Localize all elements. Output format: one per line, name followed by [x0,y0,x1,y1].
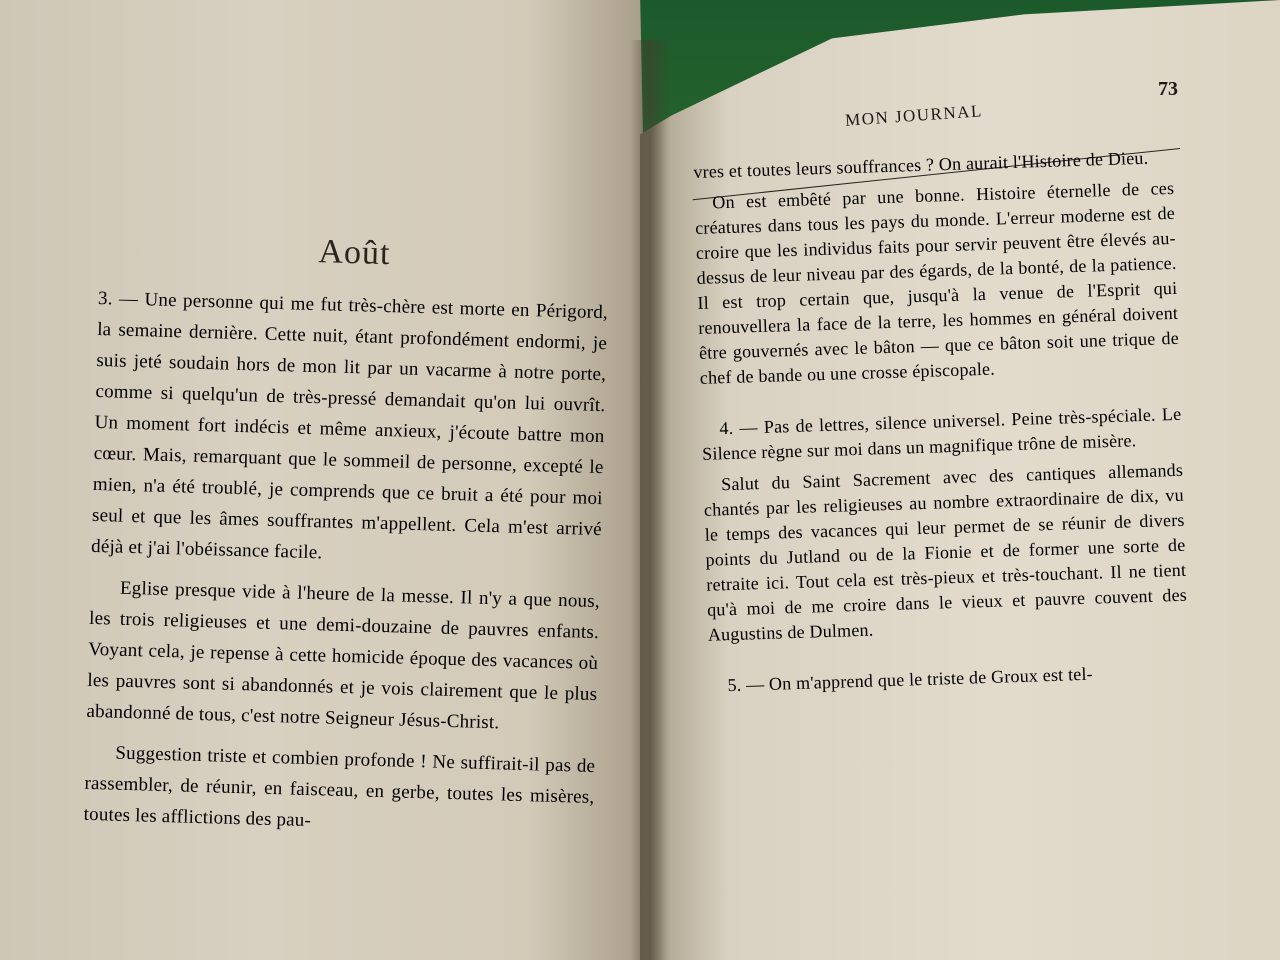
right-paragraph: 5. — On m'apprend que le triste de Groux est tel- [727,663,1094,696]
right-paragraph: Salut du Saint Sacrement avec des cantiques allemands chantés par les religieuses au nombre extraordinaire de dix, vu le temps des vacances qui leur permet de se réunir de divers points du Jutland ou de la Fionie et de former une sorte de retraite ici. Tout cela est très-pieux et très-touchant. Il ne tient qu'à moi de me croire dans le vieux et pauvre couvent des Augustins de Dulmen. [703,459,1188,645]
chapter-title: Août [317,233,391,273]
right-paragraph: On est embêté par une bonne. Histoire éternelle de ces créatures dans tous les pays du monde. L'erreur moderne est de croire que les individus faits pour servir peuvent être élevés au-dessus de leur niveau par des égards, de la bonté, de la patience. Il est trop certain que, jusqu'à la venue de l'Esprit qui renouvellera la face de la terre, les hommes en général doivent être gouvernés avec le bâton — que ce bâton soit une trique de chef de bande ou une crosse épiscopale. [694,177,1180,388]
page-number: 73 [1158,78,1178,100]
left-paragraph: Eglise presque vide à l'heure de la messe. Il n'y a que nous, les trois religieuses et une demi-douzaine de pauvres enfants. Voyant cela, je repense à cette homicide époque des vacances où les pauvres sont si abandonnés et je vois clairement que le plus abandonné de tous, c'est notre Seigneur Jésus-Christ. [86,577,601,734]
left-paragraph: Suggestion triste et combien profonde ! Ne suffirait-il pas de rassembler, de réunir, en faisceau, en gerbe, toutes les misères, toutes les afflictions des pau- [83,742,596,832]
right-page-text [693,145,1190,705]
left-page-text [83,230,610,854]
right-paragraph: vres et toutes leurs souffrances ? On aurait l'Histoire de Dieu. [693,147,1149,182]
book-gutter [630,40,670,960]
running-head: MON JOURNAL [844,101,984,130]
right-paragraph: 4. — Pas de lettres, silence universel. Peine très-spéciale. Le Silence règne sur moi dans un magnifique trône de misère. [701,403,1182,464]
left-paragraph: 3. — Une personne qui me fut très-chère est morte en Périgord, la semaine dernière. Cette nuit, étant profondément endormi, je suis jeté soudain hors de mon lit par un vacarme à notre porte, comme si quelqu'un de très-pressé demandait qu'on lui ouvrît. Un moment fort indécis et même anxieux, j'écoute battre mon cœur. Mais, remarquant que le sommeil de personne, excepté le mien, n'a été troublé, je comprends que ce bruit a été pour moi seul et que les âmes souffrantes m'appellent. Cela m'est arrivé déjà et j'ai l'obéissance facile. [90,287,609,564]
